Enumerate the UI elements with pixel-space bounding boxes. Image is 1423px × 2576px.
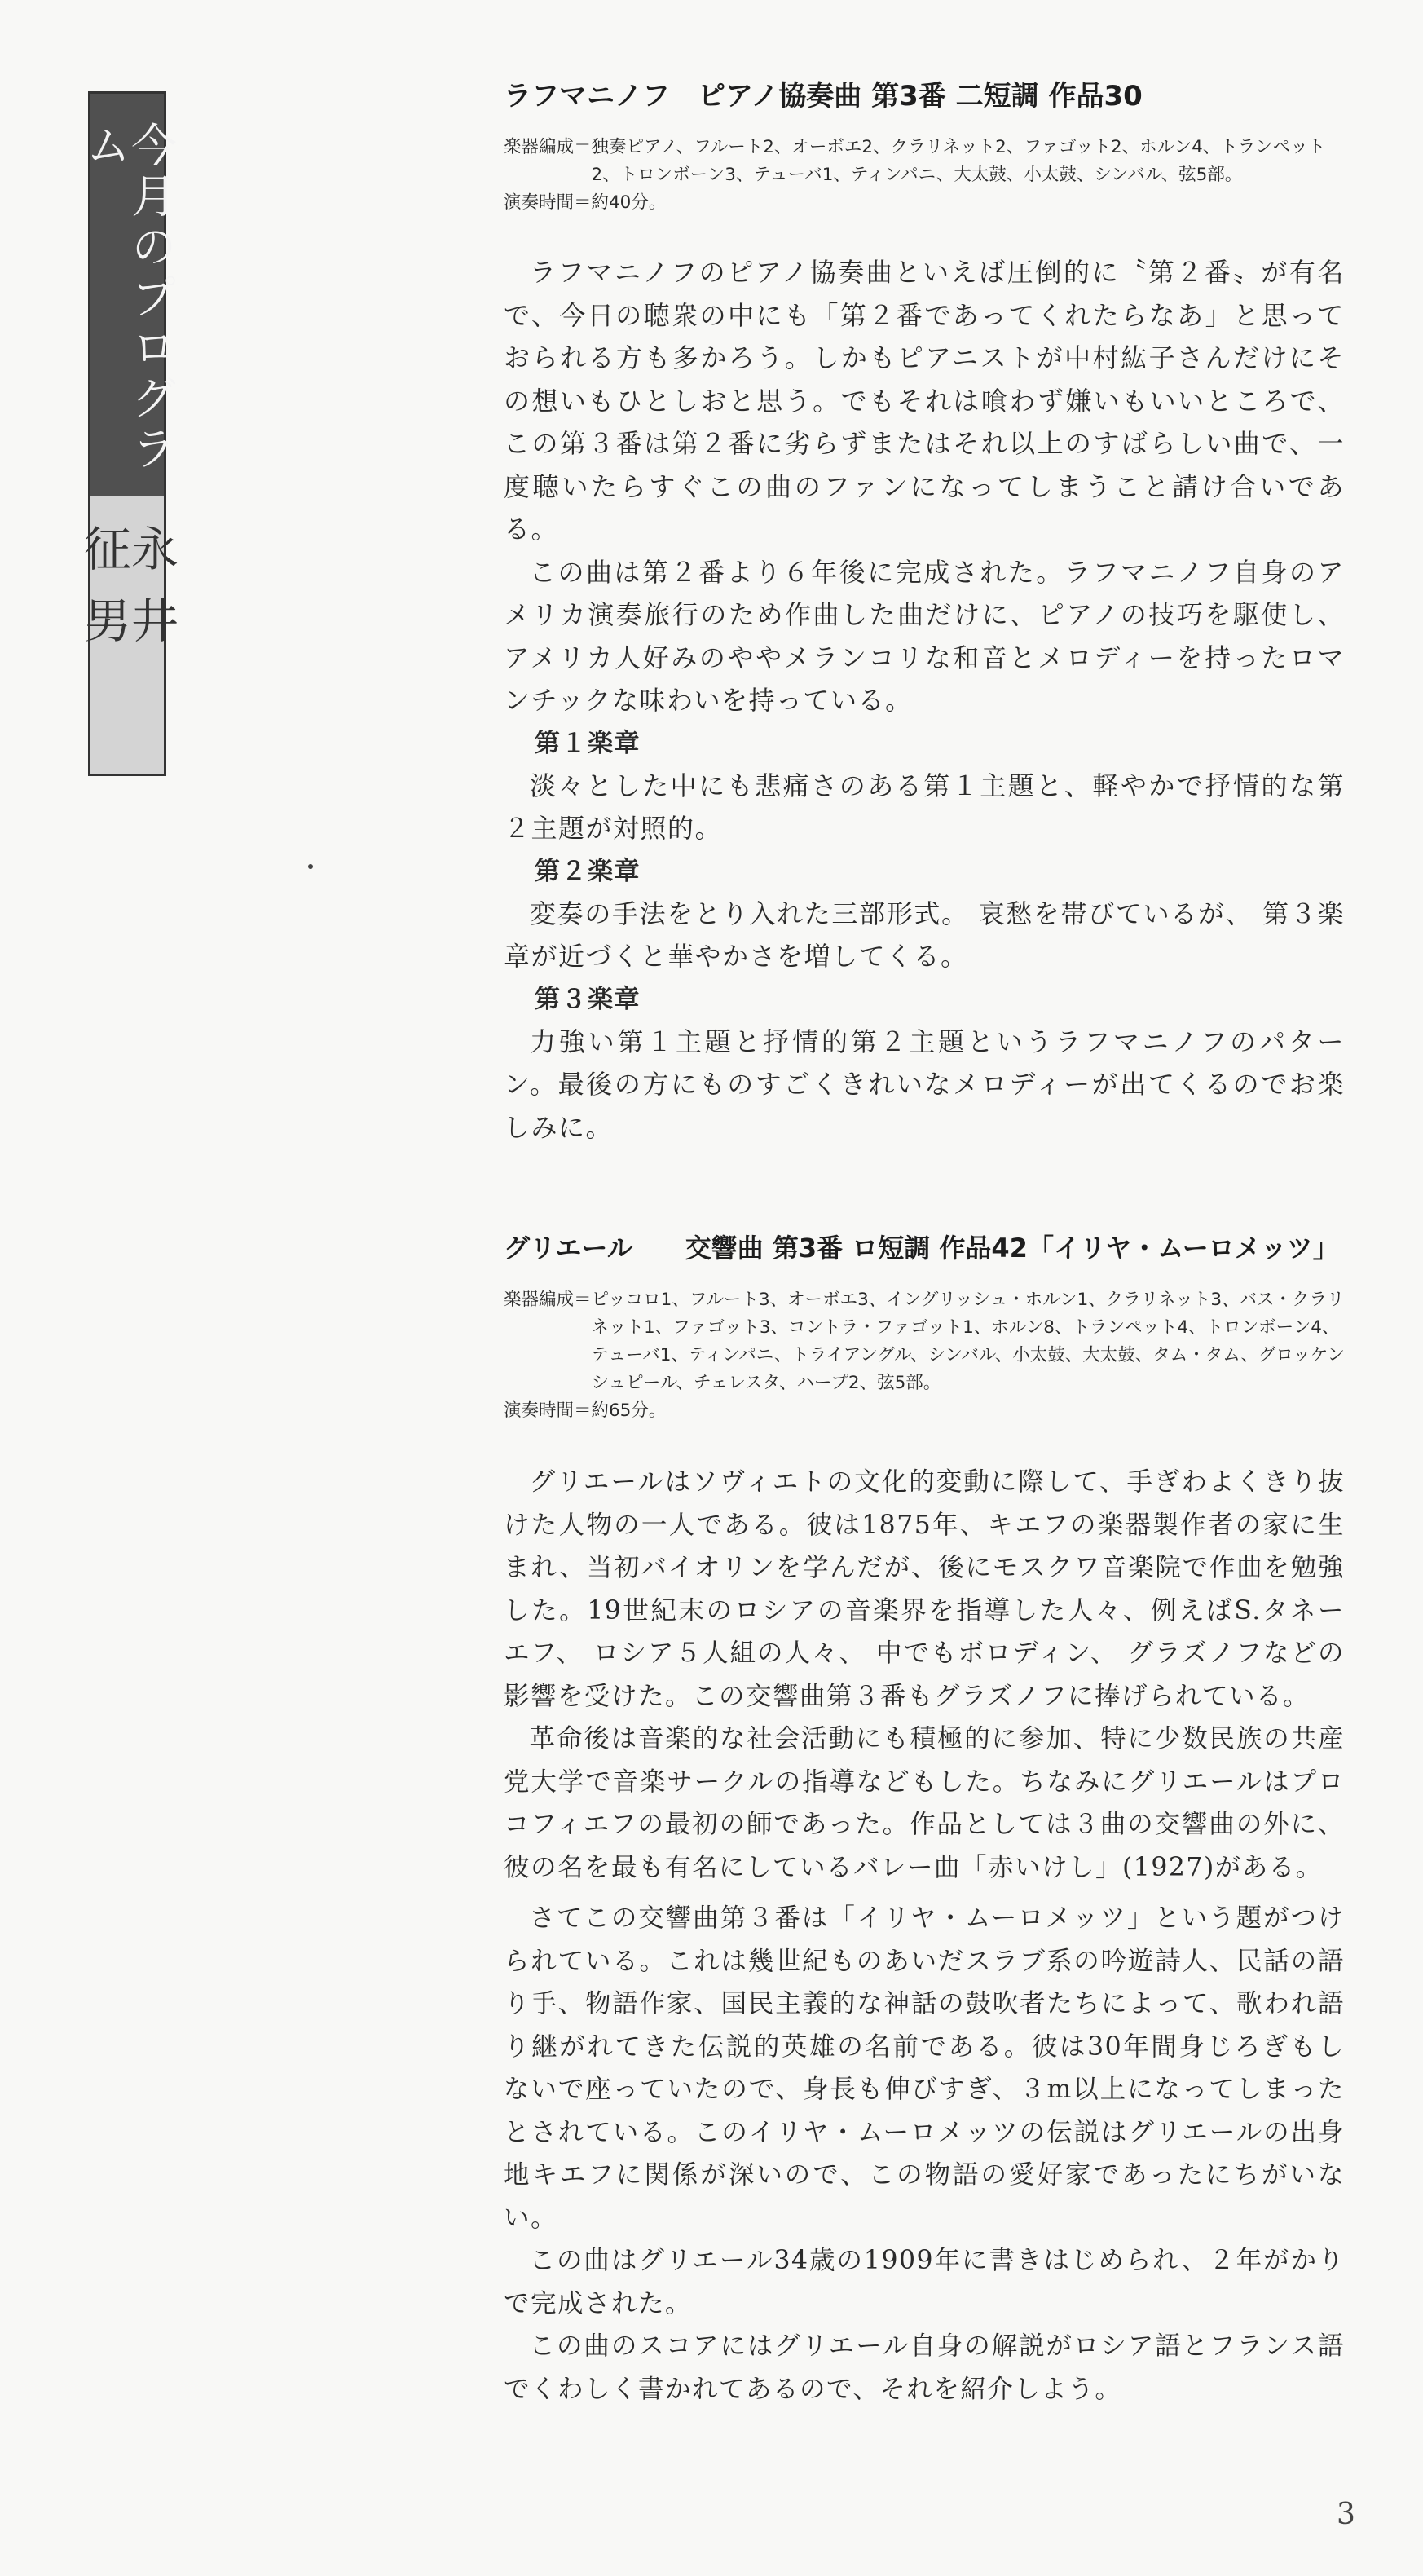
work2-paragraph: この曲のスコアにはグリエール自身の解説がロシア語とフランス語でくわしく書かれてあるので、それを紹介しよう。 [504,2331,1345,2404]
speck-dot [308,864,313,869]
movement-heading: 第１楽章 [535,728,641,758]
work2-title: グリエール 交響曲 第3番 ロ短調 作品42「イリヤ・ムーロメッツ」 [504,1233,1339,1264]
section-title-block [78,94,177,496]
work2-body [504,1461,1345,2411]
work2-paragraph: グリエールはソヴィエトの文化的変動に際して、手ぎわよくきり抜けた人物の一人である。彼は1875年、キエフの楽器製作者の家に生まれ、当初バイオリンを学んだが、後にモスクワ音楽院で作曲を勉強した。19世紀末のロシアの音楽界を指導した人々、例えばS.タネーエフ、 ロシア５人組の人々、 中でもボロディン、 グラズノフなどの影響を受けた。この交響曲第３番もグラズノフに捧げられている。 [504,1467,1345,1711]
work2-paragraph: 革命後は音楽的な社会活動にも積極的に参加、特に少数民族の共産党大学で音楽サークルの指導などもした。ちなみにグリエールはプロコフィエフの最初の師であった。作品としては３曲の交響曲の外に、彼の名を最も有名にしているバレー曲「赤いけし」(1927)がある。 [504,1724,1345,1882]
work1-paragraph: この曲は第２番より６年後に完成された。ラフマニノフ自身のアメリカ演奏旅行のため作曲した曲だけに、ピアノの技巧を駆使し、アメリカ人好みのややメランコリな和音とメロディーを持ったロマンチックな味わいを持っている。 [504,556,1345,716]
work1-instrumentation: 独奏ピアノ、フルート2、オーボエ2、クラリネット2、ファゴット2、ホルン4、トランペット2、トロンボーン3、テューバ1、ティンパニ、大太鼓、小太鼓、シンバル、弦5部。 [591,137,1326,185]
work2-instrumentation-label: 楽器編成＝ [504,1290,592,1310]
author-name: 永井 征男 [76,524,178,668]
program-sidebar [76,91,178,776]
movement-heading: 第２楽章 [535,856,641,886]
movement-text: 力強い第１主題と抒情的第２主題というラフマニノフのパターン。最後の方にものすごくきれいなメロディーが出てくるのでお楽しみに。 [504,1026,1345,1143]
movement-text: 変奏の手法をとり入れた三部形式。 哀愁を帯びているが、 第３楽章が近づくと華やかさを増してくる。 [504,898,1345,972]
work2-paragraph: さてこの交響曲第３番は「イリヤ・ムーロメッツ」という題がつけられている。これは幾世紀ものあいだスラブ系の吟遊詩人、民話の語り手、物語作家、国民主義的な神話の鼓吹者たちによって、歌われ語り継がれてきた伝説的英雄の名前である。彼は30年間身じろぎもしないで座っていたので、身長も伸びすぎ、３m以上になってしまったとされている。このイリヤ・ムーロメッツの伝説はグリエールの出身地キエフに関係が深いので、この物語の愛好家であったにちがいない。 [504,1903,1345,2233]
work1-meta [504,134,1351,217]
work1-body [504,251,1345,1149]
work1-duration: 演奏時間＝約40分。 [504,192,667,213]
movement-heading: 第３楽章 [535,984,641,1014]
page-number: 3 [1337,2498,1355,2531]
work2-duration: 演奏時間＝約65分。 [504,1400,667,1421]
work1-instrumentation-label: 楽器編成＝ [504,137,592,157]
work2-instrumentation: ピッコロ1、フルート3、オーボエ3、イングリッシュ・ホルン1、クラリネット3、バス・クラリネット1、ファゴット3、コントラ・ファゴット1、ホルン8、トランペット4、トロンボーン4、テューバ1、ティンパニ、トライアングル、シンバル、小太鼓、大太鼓、タム・タム、グロッケンシュピール、チェレスタ、ハープ2、弦5部。 [591,1290,1345,1393]
work1-paragraph: ラフマニノフのピアノ協奏曲といえば圧倒的に〝第２番〟が有名で、今日の聴衆の中にも「第２番であってくれたらなあ」と思っておられる方も多かろう。しかもピアニストが中村紘子さんだけにその想いもひとしおと思う。でもそれは喰わず嫌いもいいところで、この第３番は第２番に劣らずまたはそれ以上のすばらしい曲で、一度聴いたらすぐこの曲のファンになってしまうこと請け合いである。 [504,257,1345,545]
work1-title: ラフマニノフ ピアノ協奏曲 第3番 二短調 作品30 [504,80,1143,112]
author-block [76,496,178,774]
section-title: 今月のプログラム [78,121,177,475]
work2-meta [504,1286,1351,1425]
work2-paragraph: この曲はグリエール34歳の1909年に書きはじめられ、２年がかりで完成された。 [504,2246,1345,2318]
movement-text: 淡々とした中にも悲痛さのある第１主題と、軽やかで抒情的な第２主題が対照的。 [504,770,1345,844]
